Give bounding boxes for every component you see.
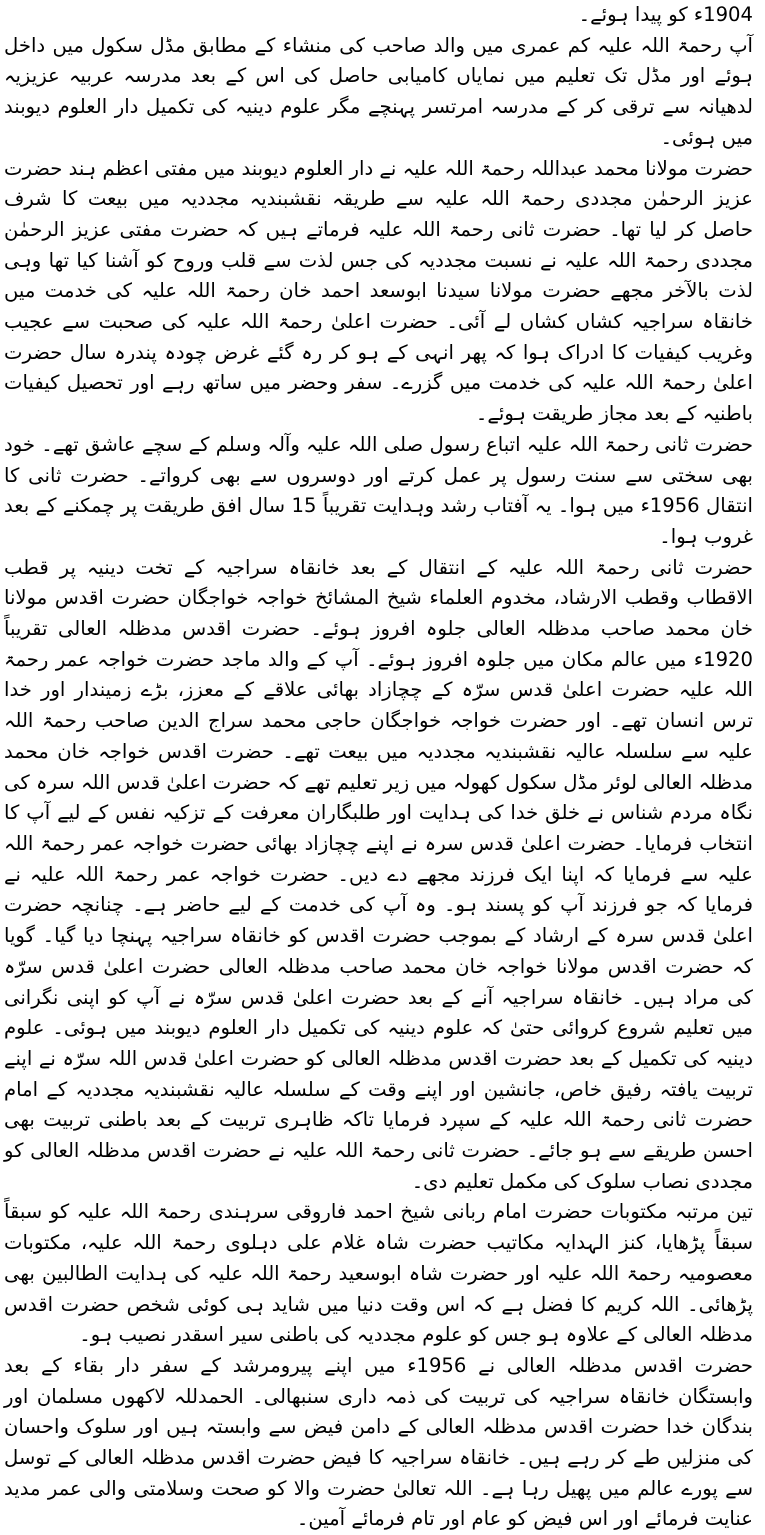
paragraph-closing: حضرت اقدس مدظلہ العالی نے 1956ء میں اپنے پیرومرشد کے سفر دار بقاء کے بعد وابستگان خانقاہ سراجیہ کی تربیت کی ذمہ داری سنبھالی۔ الحمدللہ لاکھوں مسلمان اور بندگان خدا حضرت اقدس مدظلہ العالی کے دامن فیض سے وابستہ ہیں اور سلوک واحسان کی منزلیں طے کر رہے ہیں۔ خانقاہ سراجیہ کا فیض حضرت اقدس مدظلہ العالی کے توسل سے پورے عالم میں پھیل رہا ہے۔ اللہ تعالیٰ حضرت والا کو صحت وسلامتی والی عمر مدید عنایت فرمائے اور اس فیض کو عام اور تام فرمائے آمین۔ — [4, 1353, 753, 1531]
paragraph-teaching: تین مرتبہ مکتوبات حضرت امام ربانی شیخ احمد فاروقی سرہندی رحمۃ اللہ علیہ کو سبقاً سبقاً پڑھایا، کنز الہدایہ مکاتیب حضرت شاہ غلام علی دہلوی رحمۃ اللہ علیہ، مکتوبات معصومیہ رحمۃ اللہ علیہ اور حضرت شاہ ابوسعید رحمۃ اللہ علیہ کی ہدایت الطالبین بھی پڑھائی۔ اللہ کریم کا فضل ہے کہ اس وقت دنیا میں شاید ہی کوئی شخص حضرت اقدس مدظلہ العالی کے علاوہ ہو جس کو علوم مجددیہ کی باطنی سیر اسقدر نصیب ہو۔ — [4, 1200, 753, 1347]
paragraph-hazrat-sani: حضرت ثانی رحمۃ اللہ علیہ اتباع رسول صلی اللہ علیہ وآلہ وسلم کے سچے عاشق تھے۔ خود بھی سختی سے سنت رسول پر عمل کرتے اور دوسروں سے بھی کرواتے۔ حضرت ثانی کا انتقال 1956ء میں ہوا۔ یہ آفتاب رشد وہدایت تقریباً 15 سال افق طریقت پر چمکنے کے بعد غروب ہوا۔ — [4, 432, 753, 548]
paragraph-bayat: حضرت مولانا محمد عبداللہ رحمۃ اللہ علیہ نے دار العلوم دیوبند میں مفتی اعظم ہند حضرت عزیز الرحمٰن مجددی رحمۃ اللہ علیہ سے طریقہ نقشبندیہ مجددیہ میں بیعت کا شرف حاصل کر لیا تھا۔ حضرت ثانی رحمۃ اللہ علیہ فرماتے ہیں کہ حضرت مفتی عزیز الرحمٰن مجددی رحمۃ اللہ علیہ نے نسبت مجددیہ کی جس لذت سے قلب وروح کو آشنا کیا تھا وہی لذت بالآخر مجھے حضرت مولانا سیدنا ابوسعد احمد خان رحمۃ اللہ علیہ کی خدمت میں خانقاہ سراجیہ کشاں کشاں لے آئی۔ حضرت اعلیٰ رحمۃ اللہ علیہ کی صحبت سے عجیب وغریب کیفیات کا ادراک ہوا کہ پھر انہی کے ہو کر رہ گئے غرض چودہ پندرہ سال حضرت اعلیٰ رحمۃ اللہ علیہ کی خدمت میں گزرے۔ سفر وحضر میں ساتھ رہے اور تحصیل کیفیات باطنیہ کے بعد مجاز طریقت ہوئے۔ — [4, 156, 753, 426]
paragraph-early-education: آپ رحمۃ اللہ علیہ کم عمری میں والد صاحب کی منشاء کے مطابق مڈل سکول میں داخل ہوئے اور مڈل تک تعلیم میں نمایاں کامیابی حاصل کی اس کے بعد مدرسہ عربیہ عزیزیہ لدھیانہ سے ترقی کر کے مدرسہ امرتسر پہنچے مگر علوم دینیہ کی تکمیل دار العلوم دیوبند میں ہوئی۔ — [4, 33, 753, 149]
paragraph-birth-year: 1904ء کو پیدا ہوئے۔ — [578, 3, 753, 26]
paragraph-succession: حضرت ثانی رحمۃ اللہ علیہ کے انتقال کے بعد خانقاہ سراجیہ کے تخت دینیہ پر قطب الاقطاب وقطب الارشاد، مخدوم العلماء شیخ المشائخ خواجہ خواجگان حضرت اقدس مولانا خان محمد صاحب مدظلہ العالی جلوہ افروز ہوئے۔ حضرت اقدس مدظلہ العالی تقریباً 1920ء میں عالم مکان میں جلوہ افروز ہوئے۔ آپ کے والد ماجد حضرت خواجہ عمر رحمۃ اللہ علیہ حضرت اعلیٰ قدس سرّہ کے چچازاد بھائی علاقے کے معزز، بڑے زمیندار اور خدا ترس انسان تھے۔ اور حضرت خواجہ خواجگان حاجی محمد سراج الدین صاحب رحمۃ اللہ علیہ سے سلسلہ عالیہ نقشبندیہ مجددیہ میں بیعت تھے۔ حضرت اقدس خواجہ خان محمد مدظلہ العالی لوئر مڈل سکول کھولہ میں زیر تعلیم تھے کہ حضرت اعلیٰ قدس اللہ سرہ کی نگاہ مردم شناس نے خلق خدا کی ہدایت اور طلبگاران معرفت کے تزکیہ نفس کے لیے آپ کا انتخاب فرمایا۔ حضرت اعلیٰ قدس سرہ نے اپنے چچازاد بھائی حضرت خواجہ عمر رحمۃ اللہ علیہ سے فرمایا کہ اپنا ایک فرزند مجھے دے دیں۔ حضرت خواجہ عمر رحمۃ اللہ علیہ نے فرمایا کہ جو فرزند آپ کو پسند ہو۔ وہ آپ کی خدمت کے لیے حاضر ہے۔ چنانچہ حضرت اعلیٰ قدس سرہ کے ارشاد کے بموجب حضرت اقدس کو خانقاہ سراجیہ پہنچا دیا گیا۔ گویا کہ حضرت اقدس مولانا خواجہ خان محمد صاحب مدظلہ العالی حضرت اعلیٰ قدس سرّہ کی مراد ہیں۔ خانقاہ سراجیہ آنے کے بعد حضرت اعلیٰ قدس سرّہ نے آپ کو اپنی نگرانی میں تعلیم شروع کروائی حتیٰ کہ علوم دینیہ کی تکمیل دار العلوم دیوبند میں ہوئی۔ علوم دینیہ کی تکمیل کے بعد حضرت اقدس مدظلہ العالی کو حضرت اعلیٰ قدس اللہ سرّہ نے اپنے تربیت یافتہ رفیق خاص، جانشین اور اپنے وقت کے سلسلہ عالیہ نقشبندیہ مجددیہ کے امام حضرت ثانی رحمۃ اللہ علیہ کے سپرد فرمایا تاکہ ظاہری تربیت کے بعد باطنی تربیت بھی احسن طریقے سے ہو جائے۔ حضرت ثانی رحمۃ اللہ علیہ نے حضرت اقدس مدظلہ العالی کو مجددی نصاب سلوک کی مکمل تعلیم دی۔ — [4, 555, 753, 1193]
